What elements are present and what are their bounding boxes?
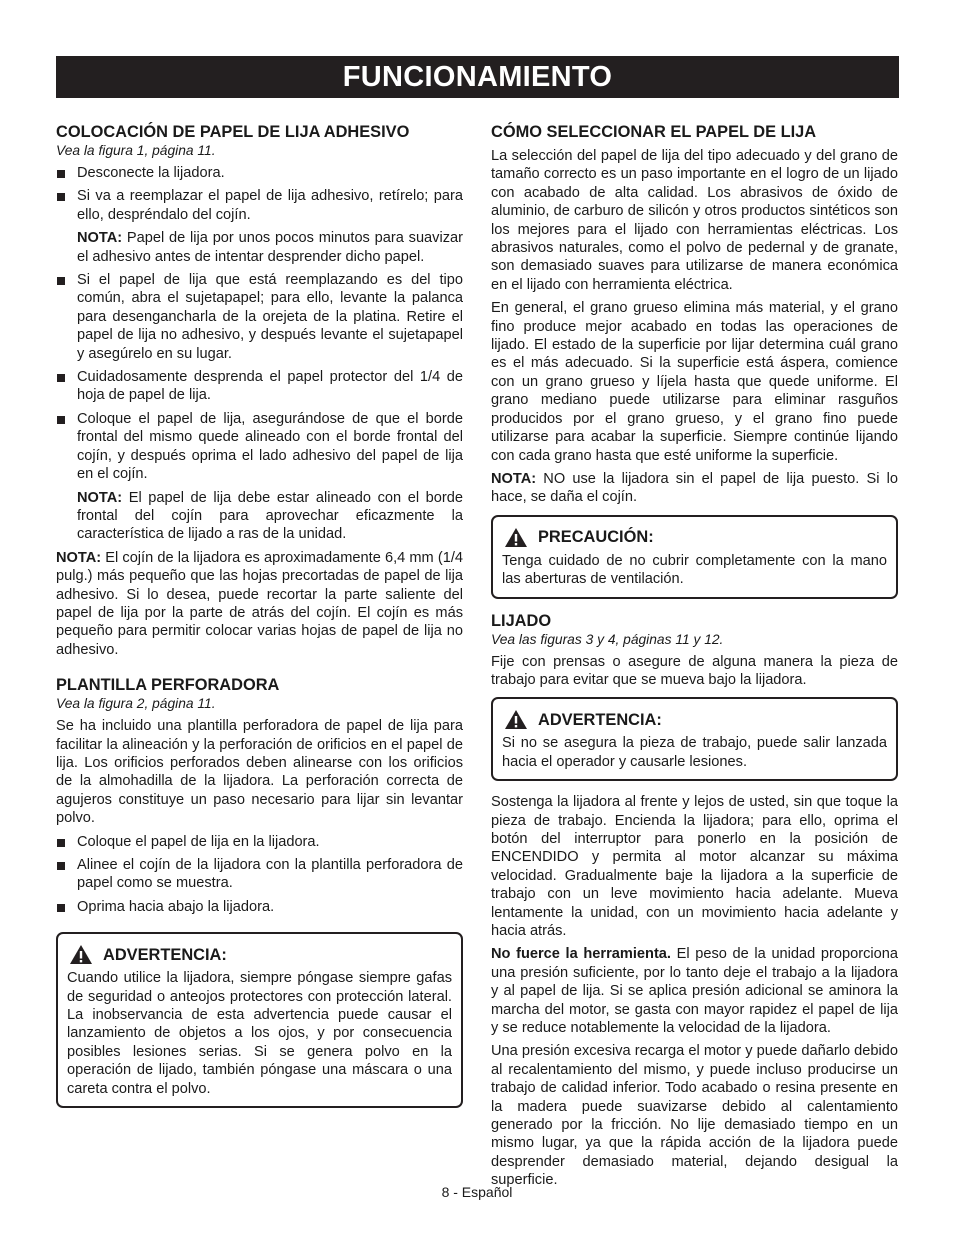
square-bullet-icon (57, 374, 65, 382)
figure-reference: Vea la figura 1, página 11. (56, 143, 216, 158)
note-paragraph: NOTA: El cojín de la lijadora es aproximadamente 6,4 mm (1/4 pulg.) más pequeño que las hojas precortadas de papel de lija adhesivo. Si lo desea, puede recortar la parte saliente del papel de lija por la parte de atrás del cojín. El cojín es más pequeño para permitir colocar varias hojas de papel de lija no adhesivo. (56, 549, 463, 658)
figure-reference: Vea las figuras 3 y 4, páginas 11 y 12. (491, 631, 724, 647)
sanding-instructions (491, 793, 898, 1190)
list-item: Coloque el papel de lija, asegurándose de que el borde frontal del mismo quede alineado con el borde frontal del cojín, y después oprima el lado adhesivo del papel de lija en el cojín. NOTA: El papel de lija debe estar alineado con el borde frontal del cojín para aprovechar eficazmente la característica de lijado a ras de la unidad. (56, 410, 463, 544)
square-bullet-icon (57, 416, 65, 424)
list-item: Oprima hacia abajo la lijadora. (56, 898, 463, 916)
warning-header (67, 944, 452, 965)
square-bullet-icon (57, 839, 65, 847)
figure-reference: Vea la figura 2, página 11. (56, 696, 216, 712)
caution-header (502, 527, 887, 548)
section-title: COLOCACIÓN DE PAPEL DE LIJA ADHESIVO (56, 123, 410, 141)
page-title: FUNCIONAMIENTO (342, 61, 613, 93)
section-perforating-template (56, 675, 463, 916)
caution-title: PRECAUCIÓN: (538, 528, 654, 547)
caution-box (491, 515, 898, 599)
list-item: Si va a reemplazar el papel de lija adhesivo, retírelo; para ello, despréndalo del cojín. NOTA: Papel de lija por unos pocos minutos para suavizar el adhesivo antes de intentar desprender dicho papel. (56, 187, 463, 266)
section-select-sandpaper (491, 122, 898, 507)
section-title: PLANTILLA PERFORADORA (56, 676, 280, 695)
note: NOTA: Papel de lija por unos pocos minutos para suavizar el adhesivo antes de intentar desprender dicho papel. (77, 230, 463, 265)
warning-triangle-icon (504, 527, 528, 548)
note: NOTA: El papel de lija debe estar alineado con el borde frontal del cojín para aprovechar eficazmente la característica de lijado a ras de la unidad. (77, 489, 463, 543)
paragraph: No fuerce la herramienta. El peso de la unidad proporciona una presión suficiente, por lo tanto deje el trabajo a la lijadora y al papel de lija. Si se aplica presión adicional se aminora la marcha del motor, se gasta con mayor rapidez el papel de lija y se reduce notablemente la velocidad de la lijadora. (491, 946, 898, 1037)
paragraph: Fije con prensas o asegure de alguna manera la pieza de trabajo para evitar que se mueva bajo la lijadora. (491, 653, 898, 688)
caution-text: Tenga cuidado de no cubrir completamente con la mano las aberturas de ventilación. (502, 552, 887, 588)
square-bullet-icon (57, 170, 65, 178)
paragraph: Una presión excesiva recarga el motor y puede dañarlo debido al recalentamiento del mismo, y puede incluso producirse un trabajo de calidad inferior. Todo acabado o resina presente en la madera puede suavizarse debido al calentamiento generado por la fricción. No lije demasiado tiempo en un mismo lugar, ya que la rápida acción de la lijadora puede desprender demasiado material, dejando desigual la superficie. (491, 1043, 898, 1189)
square-bullet-icon (57, 862, 65, 870)
list-item: Coloque el papel de lija en la lijadora. (56, 833, 463, 851)
warning-text: Si no se asegura la pieza de trabajo, puede salir lanzada hacia el operador y causarle lesiones. (502, 735, 887, 770)
list-item: Cuidadosamente desprenda el papel protector del 1/4 de hoja de papel de lija. (56, 368, 463, 405)
warning-box (56, 932, 463, 1108)
list-item: Desconecte la lijadora. (56, 164, 463, 182)
paragraph: En general, el grano grueso elimina más material, y el grano fino produce mejor acabado en todas las operaciones de lijado. El estado de la superficie por lijar determina cuál grano es el más adecuado. Si la superficie está áspera, comience con un grano grueso y líjela hasta que quede uniforme. El grano mediano puede utilizarse para eliminar rasguños producidos por el grano grueso, y el grano fino puede utilizarse para acabar la superficie. Siempre continúe lijando con cada grano hasta que esté uniforme la superficie. (491, 300, 898, 464)
paragraph: Se ha incluido una plantilla perforadora de papel de lija para facilitar la alineación y la perforación de orificios en el papel de lija. Los orificios perforados deben alinearse con los orificios de la almohadilla de la lijadora. La perforación correcta de agujeros constituye un paso necesario para lijar sin levantar polvo. (56, 718, 463, 827)
note-paragraph: NOTA: NO use la lijadora sin el papel de lija puesto. Si lo hace, se daña el cojín. (491, 470, 898, 506)
section-title: CÓMO SELECCIONAR EL PAPEL DE LIJA (491, 123, 817, 141)
square-bullet-icon (57, 277, 65, 285)
page-header-banner (56, 56, 899, 98)
paragraph: Sostenga la lijadora al frente y lejos de usted, sin que toque la pieza de trabajo. Encienda la lijadora; para ello, oprima el botón del interruptor para ponerlo en la posición de ENCENDIDO y permita al motor alcanzar su máxima velocidad. Gradualmente baje la lijadora a la superficie de trabajo con un leve movimiento hacia adelante. Mueva lentamente la unidad, con un movimiento hacia adelante y hacia atrás. (491, 794, 898, 939)
section-sanding (491, 611, 898, 690)
paragraph: La selección del papel de lija del tipo adecuado y del grano de tamaño correcto es un paso importante en el logro de un lijado con acabado de alta calidad. Los abrasivos de óxido de aluminio, de carburo de silicón y otros productos sintéticos son los mejores para el lijado con herramientas eléctricas. Los abrasivos naturales, como el polvo de pedernal y de granate, son demasiado suaves para utilizarse de manera económica en el lijado con herramienta eléctrica. (491, 148, 898, 293)
warning-triangle-icon (69, 944, 93, 965)
warning-title: ADVERTENCIA: (538, 710, 662, 729)
left-column (56, 122, 463, 1120)
warning-triangle-icon (504, 709, 528, 730)
page-number: 8 - Español (441, 1184, 513, 1200)
section-adhesive-sandpaper (56, 122, 463, 659)
warning-title: ADVERTENCIA: (103, 945, 227, 964)
list-item: Alinee el cojín de la lijadora con la plantilla perforadora de papel como se muestra. (56, 856, 463, 893)
right-column (491, 122, 898, 1195)
list-item: Si el papel de lija que está reemplazando es del tipo común, abra el sujetapapel; para ello, levante la palanca para desengancharla de la orejeta de la platina. Retire el papel de lija no adhesivo, y después levante el sujetapapel y asegúrelo en su lugar. (56, 271, 463, 363)
instruction-list (56, 833, 463, 917)
section-title: LIJADO (491, 611, 552, 630)
square-bullet-icon (57, 904, 65, 912)
warning-header (502, 709, 887, 730)
warning-box (491, 697, 898, 781)
square-bullet-icon (57, 193, 65, 201)
instruction-list (56, 164, 463, 544)
warning-text: Cuando utilice la lijadora, siempre póngase siempre gafas de seguridad o anteojos protectores con protección lateral. La inobservancia de esta advertencia puede causar el lanzamiento de objetos a los ojos, y por consecuencia posibles lesiones serias. Si se genera polvo en la operación de lijado, también póngase una máscara o una careta contra el polvo. (67, 970, 452, 1097)
